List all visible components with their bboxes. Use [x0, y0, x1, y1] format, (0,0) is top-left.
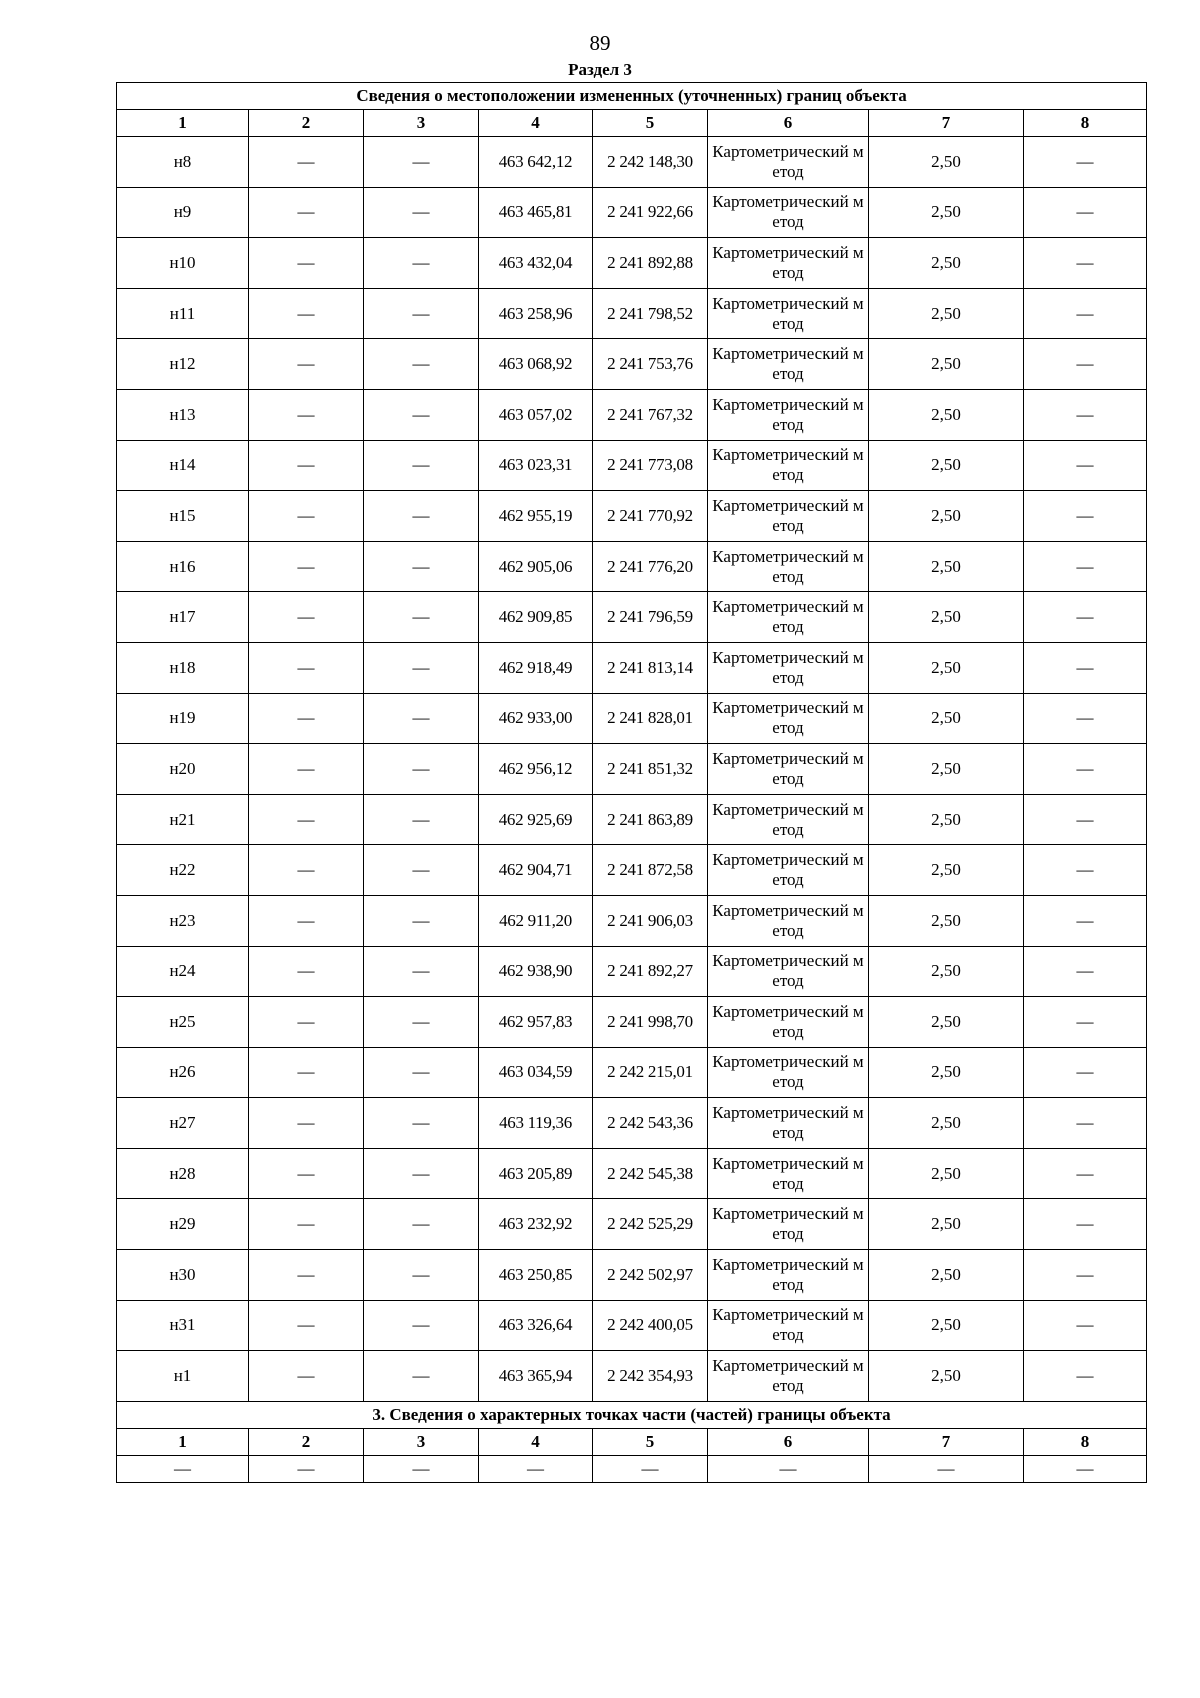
cell-point-name: н15 [117, 491, 249, 542]
cell-method [708, 1047, 869, 1098]
cell-coord-y: 2 241 863,89 [593, 794, 708, 845]
cell-method [708, 1148, 869, 1199]
column-header-5: 5 [593, 110, 708, 137]
cell-coord-y: 2 241 922,66 [593, 187, 708, 238]
cell-coord-x: 463 365,94 [479, 1351, 593, 1402]
cell-point-name: н9 [117, 187, 249, 238]
method-text: Картометрический метод [712, 1356, 864, 1396]
table-row [117, 1199, 1147, 1250]
table-row [117, 997, 1147, 1048]
cell-col3-dash: — [364, 440, 479, 491]
method-text: Картометрический метод [712, 647, 864, 687]
cell-col8-dash: — [1024, 389, 1147, 440]
cell-coord-x: 462 956,12 [479, 744, 593, 795]
cell-col2-dash: — [249, 693, 364, 744]
cell-col3-dash: — [364, 794, 479, 845]
cell-dash: — [364, 1455, 479, 1482]
cell-col8-dash: — [1024, 1250, 1147, 1301]
cell-method [708, 1300, 869, 1351]
cell-col3-dash: — [364, 744, 479, 795]
cell-accuracy: 2,50 [869, 1351, 1024, 1402]
cell-point-name: н17 [117, 592, 249, 643]
method-text: Картометрический метод [712, 495, 864, 535]
cell-coord-x: 462 955,19 [479, 491, 593, 542]
table-row [117, 541, 1147, 592]
method-text: Картометрический метод [712, 445, 864, 485]
column-header-6: 6 [708, 110, 869, 137]
column-header-6: 6 [708, 1428, 869, 1455]
table-row [117, 1250, 1147, 1301]
cell-method [708, 288, 869, 339]
cell-col3-dash: — [364, 1199, 479, 1250]
cell-method [708, 1098, 869, 1149]
table-row [117, 389, 1147, 440]
table-row [117, 1351, 1147, 1402]
cell-accuracy: 2,50 [869, 1098, 1024, 1149]
cell-col3-dash: — [364, 389, 479, 440]
cell-accuracy: 2,50 [869, 744, 1024, 795]
cell-col3-dash: — [364, 288, 479, 339]
cell-col2-dash: — [249, 794, 364, 845]
cell-point-name: н13 [117, 389, 249, 440]
cell-col2-dash: — [249, 895, 364, 946]
table-row [117, 1047, 1147, 1098]
cell-coord-x: 463 023,31 [479, 440, 593, 491]
cell-col3-dash: — [364, 187, 479, 238]
cell-col3-dash: — [364, 137, 479, 188]
cell-accuracy: 2,50 [869, 845, 1024, 896]
cell-col8-dash: — [1024, 288, 1147, 339]
cell-point-name: н18 [117, 642, 249, 693]
cell-accuracy: 2,50 [869, 1199, 1024, 1250]
table-row [117, 1148, 1147, 1199]
cell-col3-dash: — [364, 491, 479, 542]
cell-method [708, 440, 869, 491]
cell-coord-x: 463 068,92 [479, 339, 593, 390]
method-text: Картометрический метод [712, 698, 864, 738]
cell-coord-y: 2 241 892,27 [593, 946, 708, 997]
cell-method [708, 1199, 869, 1250]
cell-method [708, 642, 869, 693]
table-row [117, 794, 1147, 845]
column-header-5: 5 [593, 1428, 708, 1455]
cell-col2-dash: — [249, 1199, 364, 1250]
cell-coord-x: 463 232,92 [479, 1199, 593, 1250]
method-text: Картометрический метод [712, 597, 864, 637]
cell-col2-dash: — [249, 997, 364, 1048]
cell-point-name: н26 [117, 1047, 249, 1098]
cell-col8-dash: — [1024, 693, 1147, 744]
cell-coord-x: 462 918,49 [479, 642, 593, 693]
cell-col2-dash: — [249, 389, 364, 440]
cell-point-name: н19 [117, 693, 249, 744]
cell-col2-dash: — [249, 1098, 364, 1149]
cell-coord-x: 462 904,71 [479, 845, 593, 896]
cell-col2-dash: — [249, 238, 364, 289]
cell-point-name: н22 [117, 845, 249, 896]
cell-point-name: н21 [117, 794, 249, 845]
method-text: Картометрический метод [712, 546, 864, 586]
cell-col8-dash: — [1024, 187, 1147, 238]
method-text: Картометрический метод [712, 1153, 864, 1193]
cell-coord-y: 2 241 851,32 [593, 744, 708, 795]
cell-col3-dash: — [364, 339, 479, 390]
cell-col2-dash: — [249, 187, 364, 238]
cell-accuracy: 2,50 [869, 339, 1024, 390]
cell-col8-dash: — [1024, 592, 1147, 643]
cell-col2-dash: — [249, 288, 364, 339]
cell-col3-dash: — [364, 997, 479, 1048]
cell-col2-dash: — [249, 339, 364, 390]
cell-method [708, 137, 869, 188]
column-header-3: 3 [364, 1428, 479, 1455]
cell-col8-dash: — [1024, 238, 1147, 289]
cell-method [708, 491, 869, 542]
cell-col3-dash: — [364, 1047, 479, 1098]
cell-method [708, 845, 869, 896]
method-text: Картометрический метод [712, 192, 864, 232]
table-row [117, 339, 1147, 390]
cell-coord-y: 2 241 773,08 [593, 440, 708, 491]
cell-col8-dash: — [1024, 1300, 1147, 1351]
cell-point-name: н23 [117, 895, 249, 946]
cell-col2-dash: — [249, 1047, 364, 1098]
table-row [117, 744, 1147, 795]
cell-dash: — [479, 1455, 593, 1482]
cell-col8-dash: — [1024, 491, 1147, 542]
cell-coord-y: 2 241 892,88 [593, 238, 708, 289]
method-text: Картометрический метод [712, 242, 864, 282]
table-row [117, 491, 1147, 542]
table-row [117, 946, 1147, 997]
cell-method [708, 238, 869, 289]
cell-col8-dash: — [1024, 744, 1147, 795]
table-body [117, 83, 1147, 1483]
cell-dash: — [708, 1455, 869, 1482]
cell-coord-x: 463 642,12 [479, 137, 593, 188]
cell-col2-dash: — [249, 1148, 364, 1199]
cell-accuracy: 2,50 [869, 1250, 1024, 1301]
cell-accuracy: 2,50 [869, 288, 1024, 339]
cell-col3-dash: — [364, 541, 479, 592]
cell-accuracy: 2,50 [869, 541, 1024, 592]
column-header-8: 8 [1024, 1428, 1147, 1455]
cell-point-name: н24 [117, 946, 249, 997]
cell-col8-dash: — [1024, 440, 1147, 491]
cell-point-name: н30 [117, 1250, 249, 1301]
table-row [117, 137, 1147, 188]
cell-coord-x: 462 909,85 [479, 592, 593, 643]
cell-coord-x: 462 933,00 [479, 693, 593, 744]
cell-coord-y: 2 242 502,97 [593, 1250, 708, 1301]
cell-method [708, 187, 869, 238]
table-row [117, 288, 1147, 339]
method-text: Картометрический метод [712, 799, 864, 839]
cell-accuracy: 2,50 [869, 491, 1024, 542]
method-text: Картометрический метод [712, 1001, 864, 1041]
cell-col2-dash: — [249, 592, 364, 643]
table-row [117, 440, 1147, 491]
cell-col8-dash: — [1024, 895, 1147, 946]
cell-coord-x: 462 925,69 [479, 794, 593, 845]
cell-accuracy: 2,50 [869, 440, 1024, 491]
cell-col2-dash: — [249, 642, 364, 693]
cell-method [708, 794, 869, 845]
cell-col3-dash: — [364, 238, 479, 289]
method-text: Картометрический метод [712, 900, 864, 940]
table1-caption-row [117, 83, 1147, 110]
cell-accuracy: 2,50 [869, 997, 1024, 1048]
table-row [117, 1455, 1147, 1482]
cell-coord-x: 463 250,85 [479, 1250, 593, 1301]
table-row [117, 642, 1147, 693]
cell-col8-dash: — [1024, 1098, 1147, 1149]
cell-accuracy: 2,50 [869, 137, 1024, 188]
column-header-8: 8 [1024, 110, 1147, 137]
cell-col3-dash: — [364, 1351, 479, 1402]
cell-coord-y: 2 241 767,32 [593, 389, 708, 440]
cell-coord-y: 2 242 543,36 [593, 1098, 708, 1149]
method-text: Картометрический метод [712, 1254, 864, 1294]
page-number: 89 [589, 31, 611, 55]
cell-accuracy: 2,50 [869, 693, 1024, 744]
cell-col2-dash: — [249, 491, 364, 542]
cell-coord-x: 462 957,83 [479, 997, 593, 1048]
cell-col3-dash: — [364, 1098, 479, 1149]
cell-col3-dash: — [364, 1250, 479, 1301]
cell-col2-dash: — [249, 845, 364, 896]
cell-coord-x: 463 205,89 [479, 1148, 593, 1199]
cell-dash: — [117, 1455, 249, 1482]
cell-accuracy: 2,50 [869, 1148, 1024, 1199]
cell-method [708, 541, 869, 592]
cell-col8-dash: — [1024, 1351, 1147, 1402]
cell-col8-dash: — [1024, 541, 1147, 592]
table1-header-row [117, 110, 1147, 137]
cell-col8-dash: — [1024, 997, 1147, 1048]
table2-header-row [117, 1428, 1147, 1455]
cell-col2-dash: — [249, 1351, 364, 1402]
cell-col8-dash: — [1024, 1047, 1147, 1098]
method-text: Картометрический метод [712, 293, 864, 333]
cell-point-name: н10 [117, 238, 249, 289]
cell-coord-x: 463 119,36 [479, 1098, 593, 1149]
method-text: Картометрический метод [712, 1204, 864, 1244]
cell-coord-y: 2 242 400,05 [593, 1300, 708, 1351]
cell-col3-dash: — [364, 693, 479, 744]
cell-coord-x: 463 057,02 [479, 389, 593, 440]
cell-dash: — [593, 1455, 708, 1482]
column-header-4: 4 [479, 1428, 593, 1455]
section-title: Раздел 3 [568, 60, 632, 79]
column-header-2: 2 [249, 110, 364, 137]
cell-coord-y: 2 241 798,52 [593, 288, 708, 339]
cell-col8-dash: — [1024, 137, 1147, 188]
cell-col3-dash: — [364, 592, 479, 643]
cell-point-name: н20 [117, 744, 249, 795]
cell-point-name: н12 [117, 339, 249, 390]
cell-accuracy: 2,50 [869, 895, 1024, 946]
cell-col3-dash: — [364, 895, 479, 946]
cell-coord-x: 463 258,96 [479, 288, 593, 339]
cell-col3-dash: — [364, 1148, 479, 1199]
table-row [117, 845, 1147, 896]
cell-accuracy: 2,50 [869, 1047, 1024, 1098]
cell-coord-x: 463 326,64 [479, 1300, 593, 1351]
method-text: Картометрический метод [712, 850, 864, 890]
cell-col8-dash: — [1024, 1148, 1147, 1199]
table-row [117, 187, 1147, 238]
cell-col2-dash: — [249, 541, 364, 592]
cell-point-name: н11 [117, 288, 249, 339]
column-header-7: 7 [869, 1428, 1024, 1455]
cell-col3-dash: — [364, 845, 479, 896]
cell-coord-y: 2 241 828,01 [593, 693, 708, 744]
cell-col8-dash: — [1024, 946, 1147, 997]
cell-coord-x: 463 465,81 [479, 187, 593, 238]
cell-coord-y: 2 242 215,01 [593, 1047, 708, 1098]
method-text: Картометрический метод [712, 1103, 864, 1143]
cell-coord-y: 2 241 998,70 [593, 997, 708, 1048]
column-header-7: 7 [869, 110, 1024, 137]
table-row [117, 1300, 1147, 1351]
cell-dash: — [249, 1455, 364, 1482]
table1-caption: Сведения о местоположении измененных (уточненных) границ объекта [117, 83, 1147, 110]
cell-method [708, 389, 869, 440]
column-header-4: 4 [479, 110, 593, 137]
cell-coord-y: 2 242 148,30 [593, 137, 708, 188]
table2-caption: 3. Сведения о характерных точках части (частей) границы объекта [117, 1401, 1147, 1428]
table-row [117, 693, 1147, 744]
cell-coord-y: 2 241 753,76 [593, 339, 708, 390]
cell-col2-dash: — [249, 946, 364, 997]
cell-coord-x: 463 432,04 [479, 238, 593, 289]
cell-point-name: н31 [117, 1300, 249, 1351]
cell-dash: — [869, 1455, 1024, 1482]
cell-coord-y: 2 242 354,93 [593, 1351, 708, 1402]
cell-point-name: н16 [117, 541, 249, 592]
cell-accuracy: 2,50 [869, 946, 1024, 997]
cell-col8-dash: — [1024, 642, 1147, 693]
cell-accuracy: 2,50 [869, 642, 1024, 693]
cell-point-name: н8 [117, 137, 249, 188]
cell-coord-y: 2 242 545,38 [593, 1148, 708, 1199]
cell-coord-x: 462 911,20 [479, 895, 593, 946]
cell-method [708, 946, 869, 997]
cell-col8-dash: — [1024, 1199, 1147, 1250]
cell-coord-y: 2 241 770,92 [593, 491, 708, 542]
cell-accuracy: 2,50 [869, 1300, 1024, 1351]
cell-accuracy: 2,50 [869, 592, 1024, 643]
cell-col3-dash: — [364, 642, 479, 693]
column-header-3: 3 [364, 110, 479, 137]
table-row [117, 238, 1147, 289]
column-header-1: 1 [117, 110, 249, 137]
cell-method [708, 1351, 869, 1402]
cell-col8-dash: — [1024, 339, 1147, 390]
cell-point-name: н25 [117, 997, 249, 1048]
cell-point-name: н1 [117, 1351, 249, 1402]
cell-point-name: н27 [117, 1098, 249, 1149]
cell-col2-dash: — [249, 1300, 364, 1351]
cell-dash: — [1024, 1455, 1147, 1482]
method-text: Картометрический метод [712, 1052, 864, 1092]
cell-method [708, 895, 869, 946]
column-header-1: 1 [117, 1428, 249, 1455]
cell-col8-dash: — [1024, 845, 1147, 896]
cell-method [708, 339, 869, 390]
cell-col2-dash: — [249, 440, 364, 491]
cell-coord-y: 2 241 776,20 [593, 541, 708, 592]
cell-method [708, 744, 869, 795]
cell-col2-dash: — [249, 137, 364, 188]
cell-coord-y: 2 241 796,59 [593, 592, 708, 643]
cell-coord-y: 2 241 813,14 [593, 642, 708, 693]
cell-method [708, 693, 869, 744]
cell-point-name: н14 [117, 440, 249, 491]
cell-method [708, 1250, 869, 1301]
cell-col8-dash: — [1024, 794, 1147, 845]
method-text: Картометрический метод [712, 141, 864, 181]
cell-coord-y: 2 241 906,03 [593, 895, 708, 946]
cell-col3-dash: — [364, 946, 479, 997]
cell-accuracy: 2,50 [869, 187, 1024, 238]
cell-method [708, 592, 869, 643]
cell-coord-y: 2 241 872,58 [593, 845, 708, 896]
method-text: Картометрический метод [712, 344, 864, 384]
cell-accuracy: 2,50 [869, 794, 1024, 845]
table2-caption-row [117, 1401, 1147, 1428]
cell-col2-dash: — [249, 1250, 364, 1301]
cell-col3-dash: — [364, 1300, 479, 1351]
cell-accuracy: 2,50 [869, 238, 1024, 289]
table-row [117, 1098, 1147, 1149]
cell-coord-x: 462 905,06 [479, 541, 593, 592]
column-header-2: 2 [249, 1428, 364, 1455]
table-row [117, 895, 1147, 946]
cell-point-name: н28 [117, 1148, 249, 1199]
cell-col2-dash: — [249, 744, 364, 795]
cell-accuracy: 2,50 [869, 389, 1024, 440]
method-text: Картометрический метод [712, 951, 864, 991]
cell-point-name: н29 [117, 1199, 249, 1250]
method-text: Картометрический метод [712, 394, 864, 434]
cell-method [708, 997, 869, 1048]
method-text: Картометрический метод [712, 748, 864, 788]
cell-coord-x: 462 938,90 [479, 946, 593, 997]
cell-coord-y: 2 242 525,29 [593, 1199, 708, 1250]
method-text: Картометрический метод [712, 1305, 864, 1345]
table-row [117, 592, 1147, 643]
cell-coord-x: 463 034,59 [479, 1047, 593, 1098]
boundary-points-table [116, 82, 1147, 1483]
